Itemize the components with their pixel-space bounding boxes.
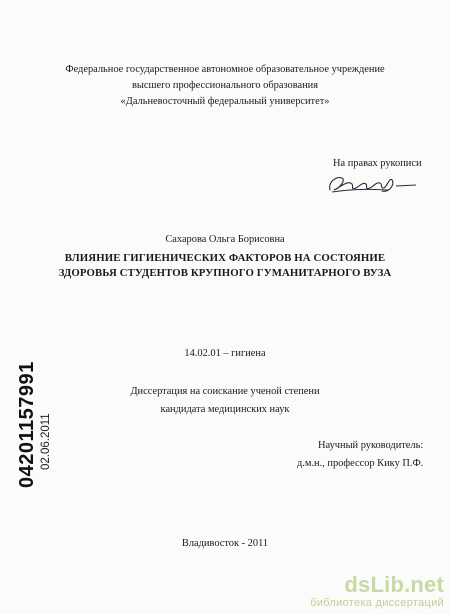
watermark-subtitle: библиотека диссертаций <box>310 597 444 609</box>
stamp-date: 02.06.2011 <box>40 413 52 470</box>
org-line-1: Федеральное государственное автономное образовательное учреждение <box>65 64 385 75</box>
watermark-logo: dsLib.net <box>344 572 444 597</box>
registration-stamp <box>0 360 60 490</box>
city-year: Владивосток - 2011 <box>181 538 269 549</box>
signature-icon <box>322 168 416 198</box>
title-line-1: ВЛИЯНИЕ ГИГИЕНИЧЕСКИХ ФАКТОРОВ НА СОСТОЯНИЕ <box>64 252 386 264</box>
stamp-number: 04201157991 <box>16 361 38 488</box>
supervisor-label: Научный руководитель: <box>318 440 424 451</box>
org-line-2: высшего профессионального образования <box>132 80 318 91</box>
dissertation-line-2: кандидата медицинских наук <box>160 404 290 415</box>
supervisor-name: д.м.н., профессор Кику П.Ф. <box>297 458 424 469</box>
title-line-2: ЗДОРОВЬЯ СТУДЕНТОВ КРУПНОГО ГУМАНИТАРНОГО ВУЗА <box>58 267 392 279</box>
org-line-3: «Дальневосточный федеральный университет» <box>120 96 330 107</box>
specialty-code: 14.02.01 – гигиена <box>184 348 266 359</box>
author-name: Сахарова Ольга Борисовна <box>165 234 285 245</box>
rights-note: На правах рукописи <box>333 158 422 169</box>
watermark <box>310 573 444 610</box>
dissertation-line-1: Диссертация на соискание ученой степени <box>130 386 320 397</box>
